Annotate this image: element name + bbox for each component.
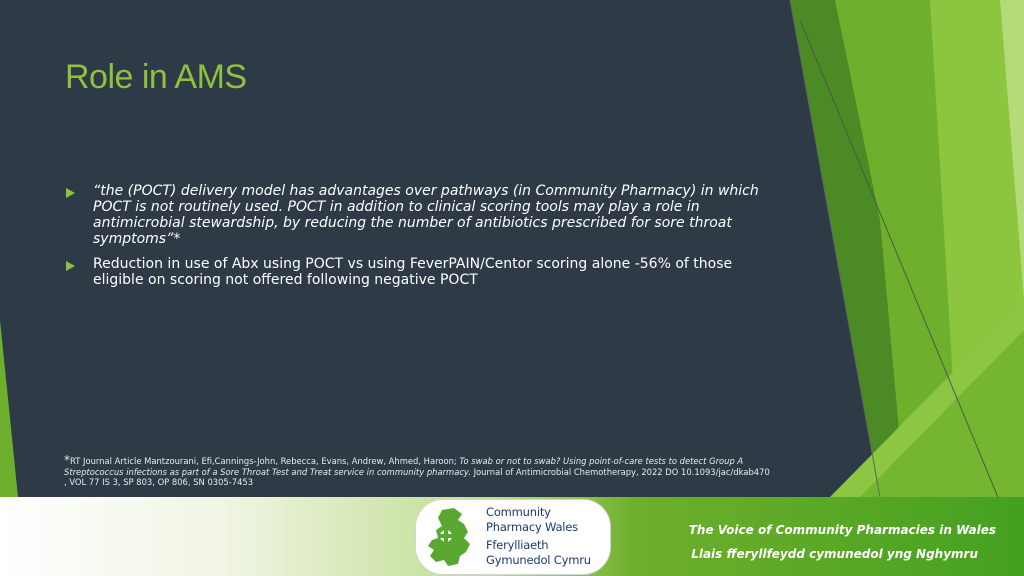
- bullet-item-reduction: [66, 256, 766, 288]
- bullet-arrow-icon: [66, 188, 75, 198]
- reference-authors: RT Journal Article Mantzourani, Efi,Cannings-John, Rebecca, Evans, Andrew, Ahmed, Haroon;: [70, 456, 460, 466]
- bullet-item-quote: [66, 183, 766, 247]
- left-green-wedge: [0, 320, 18, 497]
- bullet-arrow-icon: [66, 261, 75, 271]
- bullet-text-quote: “the (POCT) delivery model has advantages over pathways (in Community Pharmacy) in which POCT is not routinely used. POCT in addition to clinical scoring tools may play a role in antimicrobial stewardship, by reducing the number of antibiotics prescribed for sore throat symptoms”*: [93, 183, 759, 247]
- reference-marker: *: [64, 453, 70, 467]
- reference-article-title: To swab or not to swab? Using point-of-care tests to detect Group A Streptococcus infections as part of a Sore Throat Test and Treat service in community pharmacy.: [64, 456, 744, 477]
- community-pharmacy-wales-logo: [415, 499, 611, 575]
- bullet-text-reduction: Reduction in use of Abx using POCT vs using FeverPAIN/Centor scoring alone -56% of those eligible on scoring not offered following negative POCT: [93, 256, 733, 288]
- logo-text-line: Gymunedol Cymru: [486, 553, 591, 567]
- bullet-list: [66, 183, 766, 297]
- logo-text-line: Fferylliaeth: [486, 538, 549, 552]
- reference-journal-details: Journal of Antimicrobial Chemotherapy, 2022 DO 10.1093/jac/dkab470 , VOL 77 IS 3, SP 803, OP 806, SN 0305-7453: [64, 466, 770, 487]
- slide-title: Role in AMS: [65, 58, 247, 96]
- footer-tagline-english: The Voice of Community Pharmacies in Wales: [688, 523, 996, 537]
- reference-citation: [64, 455, 774, 488]
- footer-tagline-welsh: Llais fferyllfeydd cymunedol yng Nghymru: [691, 547, 978, 561]
- logo-text-line: Community: [486, 505, 551, 519]
- logo-text-line: Pharmacy Wales: [486, 520, 578, 534]
- wales-map-icon: [424, 506, 482, 568]
